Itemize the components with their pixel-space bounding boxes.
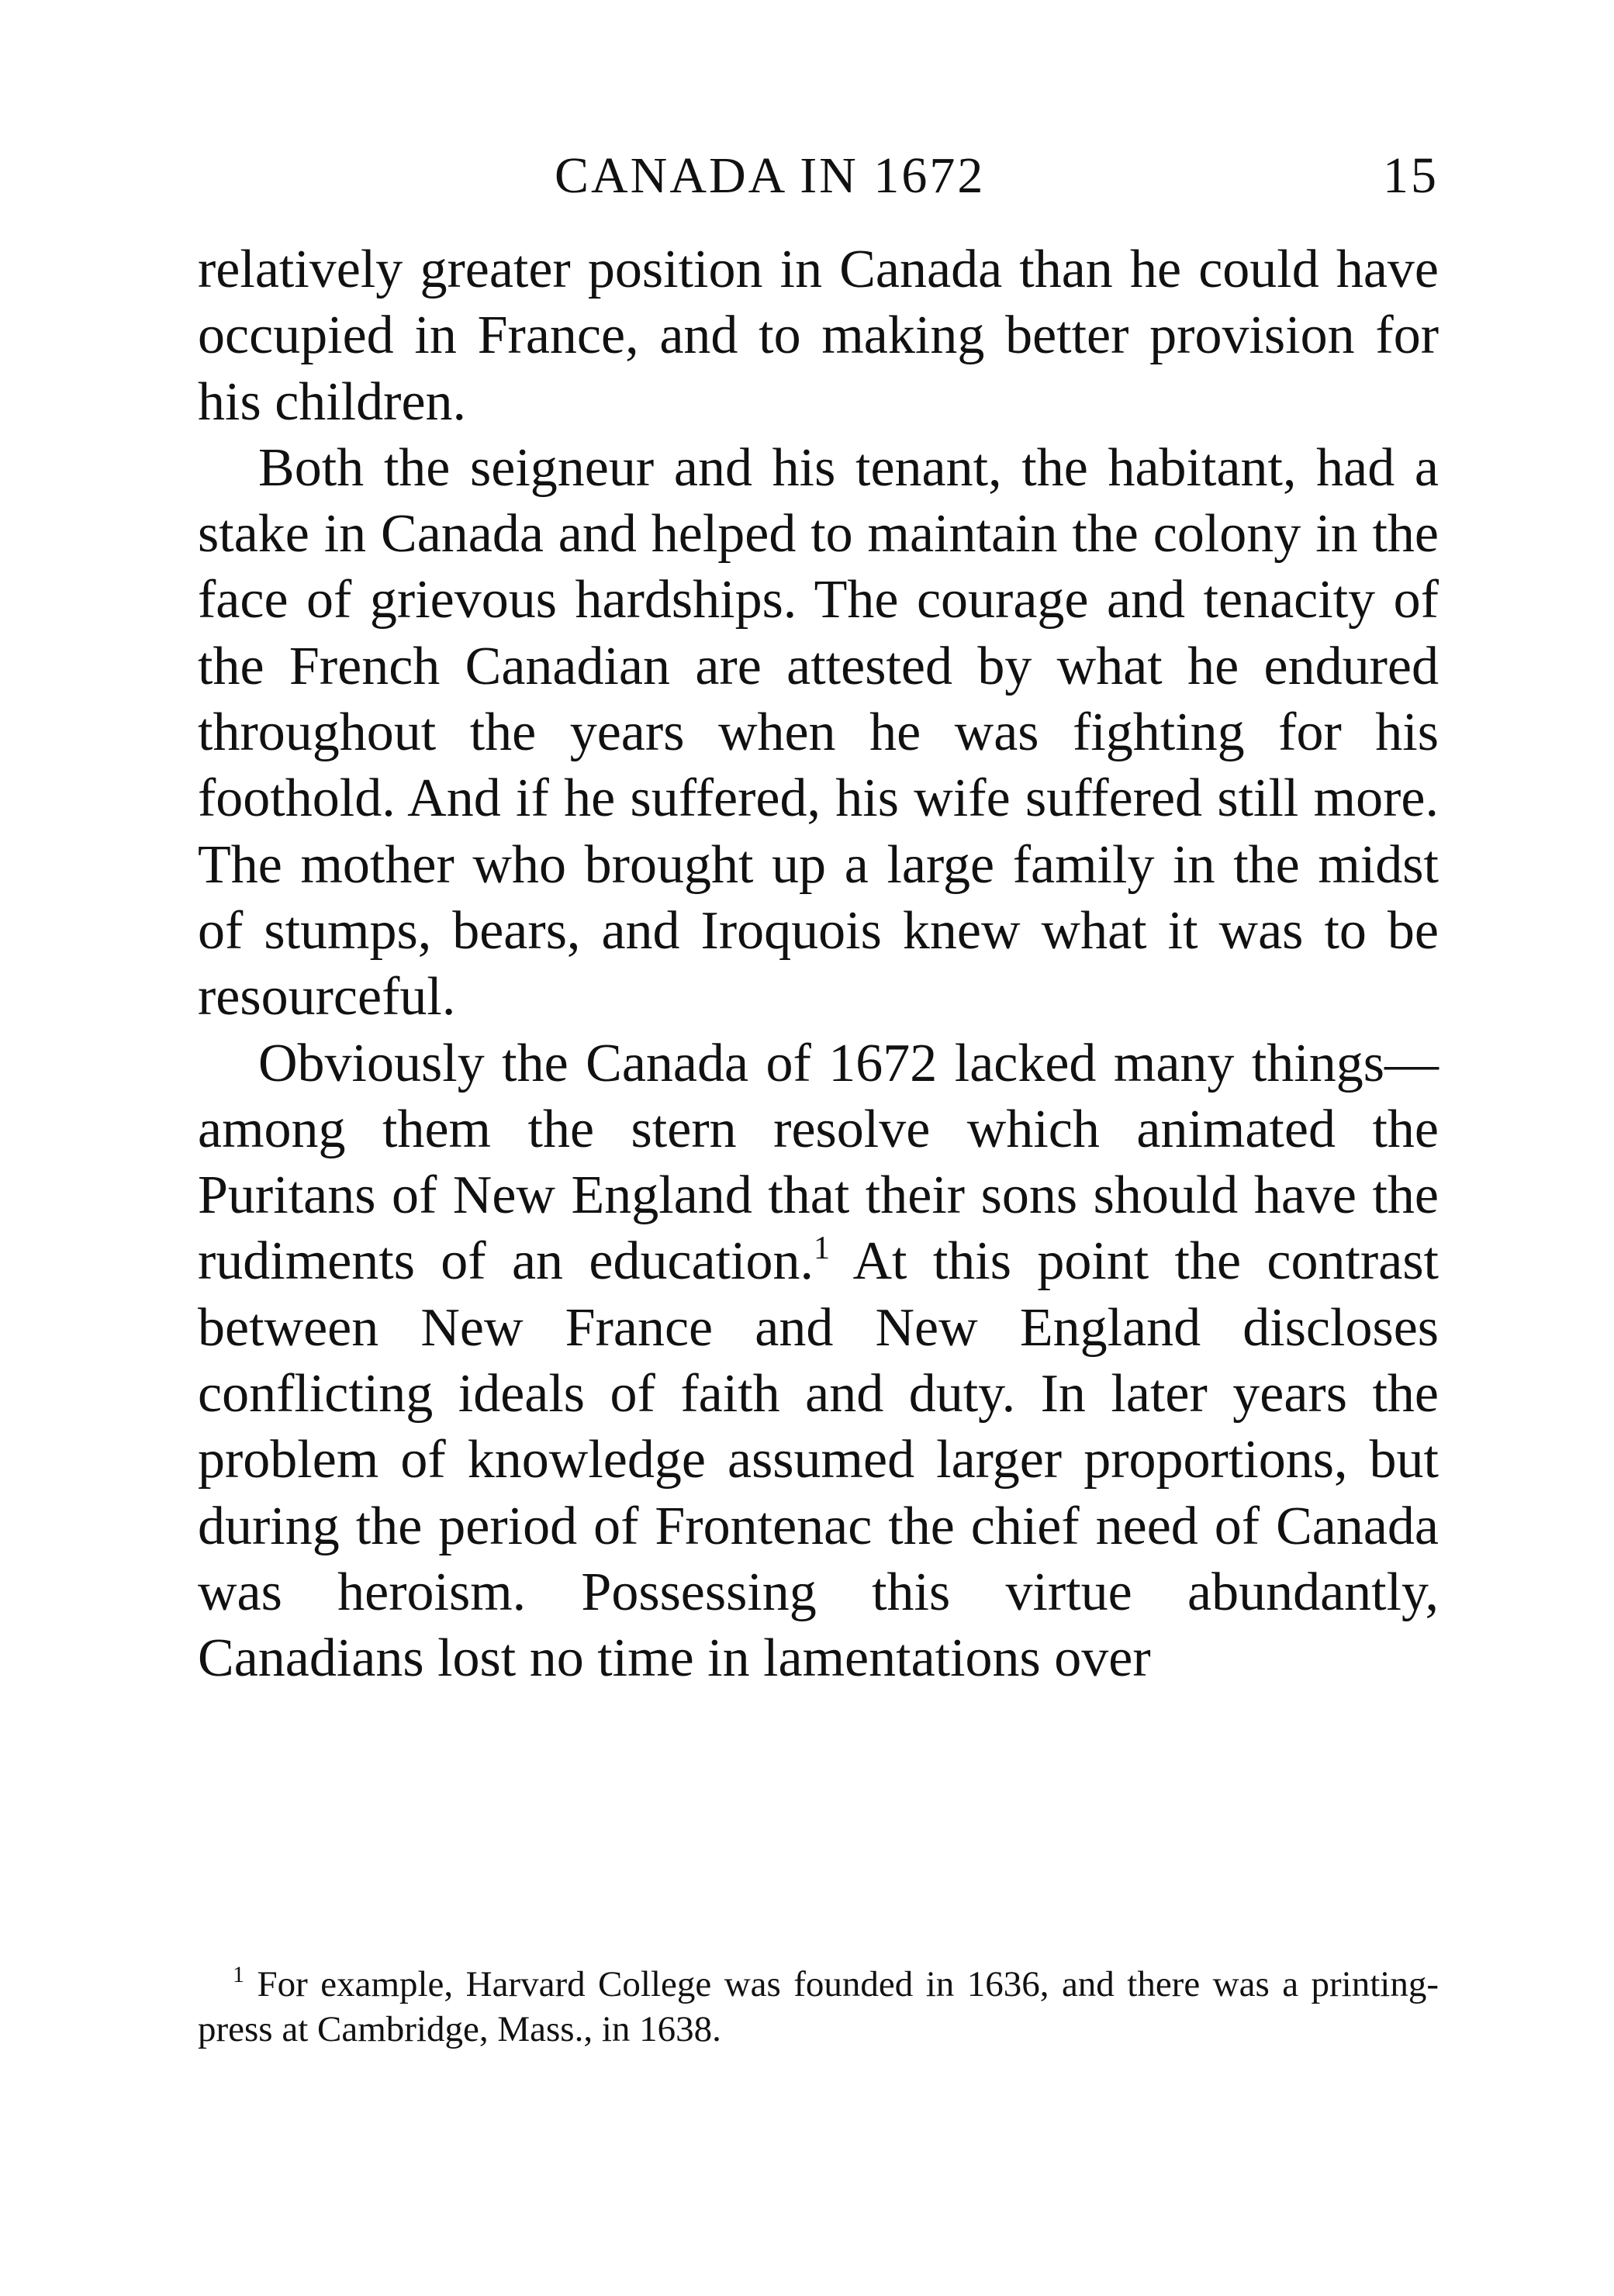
paragraph-continued: relatively greater position in Canada than he could have occupied in France, and to making better provision for his children. [198, 240, 1439, 432]
paragraph-canada-1672 [198, 1031, 1439, 1692]
footnote-reference: 1 [814, 1231, 830, 1267]
running-head-title: CANADA IN 1672 [555, 147, 986, 204]
paragraph-text-after-ref: At this point the contrast between New France and New England discloses conflicting ideals of faith and duty. In later years the problem of knowledge assumed larger proportions, but during the period of Frontenac the chief need of Canada was heroism. Possessing this virtue abundantly, Canadians lost no time in lamentations over [198, 1231, 1439, 1689]
footnote-text: For example, Harvard College was founded in 1636, and there was a printing-press at Cambridge, Mass., in 1638. [198, 1964, 1439, 2049]
running-head [198, 141, 1439, 211]
paragraph-text-before-ref: Obviously the Canada of 1672 lacked many things—among them the stern resolve which animated the Puritans of New England that their sons should have the rudiments of an education. [198, 1033, 1439, 1292]
paragraph-seigneur-habitant: Both the seigneur and his tenant, the habitant, had a stake in Canada and helped to maintain the colony in the face of grievous hardships. The courage and tenacity of the French Canadian are attested by what he endured throughout the years when he was fighting for his foothold. And if he suffered, his wife suffered still more. The mother who brought up a large family in the midst of stumps, bears, and Iroquois knew what it was to be resourceful. [198, 437, 1439, 1027]
body-text [198, 237, 1439, 1692]
page-number: 15 [1383, 147, 1439, 204]
footnote-marker: 1 [233, 1962, 244, 1987]
footnote [198, 1962, 1439, 2052]
